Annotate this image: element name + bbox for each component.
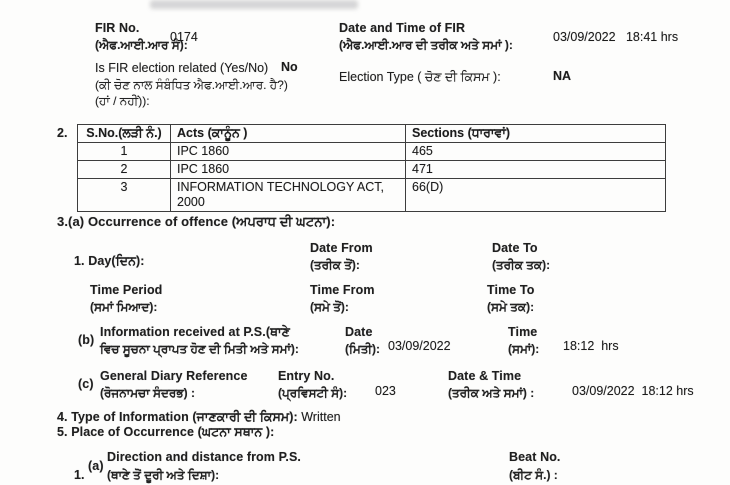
row2-sno: 2 [78, 161, 171, 179]
acts-table-header-row [78, 125, 666, 143]
fir-no-label-en: FIR No. [95, 21, 140, 35]
row3-section: 66(D) [406, 179, 666, 212]
time-from-label-en: Time From [310, 283, 375, 297]
date-to-label-en: Date To [492, 241, 538, 255]
info-received-time-value: 18:12 hrs [563, 339, 619, 353]
date-from-label-pa: (ਤਰੀਕ ਤੋਂ): [310, 258, 360, 272]
fir-no-label-pa: (ਐਫ.ਆਈ.ਆਰ ਸੰ): [95, 38, 188, 52]
date-to-label-pa: (ਤਰੀਕ ਤਕ): [492, 258, 551, 272]
time-to-label-pa: (ਸਮੇ ਤਕ): [487, 300, 535, 314]
acts-sections-table [77, 124, 666, 212]
direction-distance-label-en: Direction and distance from P.S. [107, 450, 301, 464]
election-related-value: No [281, 60, 298, 74]
gd-datetime-label-pa: (ਤਰੀਕ ਅਤੇ ਸਮਾਂ) : [448, 386, 535, 400]
row1-section: 465 [406, 143, 666, 161]
entry-no-label-pa: (ਪ੍ਰਵਿਸਟੀ ਸੰ): [278, 386, 348, 400]
time-period-label-pa: (ਸਮਾਂ ਮਿਆਦ): [90, 300, 158, 314]
direction-item-no: 1. [74, 468, 85, 482]
entry-no-label-en: Entry No. [278, 369, 335, 383]
gd-datetime-value: 03/09/2022 18:12 hrs [572, 384, 694, 398]
election-related-label-en: Is FIR election related (Yes/No) [95, 61, 269, 75]
beat-no-label-pa: (ਬੀਟ ਸੰ.) : [509, 468, 558, 482]
type-of-information-label: 4. Type of Information (ਜਾਣਕਾਰੀ ਦੀ ਕਿਸਮ): [57, 410, 298, 424]
election-type-label: Election Type ( ਚੋਣ ਦੀ ਕਿਸਮ ): [339, 70, 501, 84]
info-received-item: (b) [78, 333, 95, 347]
direction-item-sub: (a) [88, 459, 104, 473]
fir-datetime-label-pa: (ਐਫ.ਆਈ.ਆਰ ਦੀ ਤਰੀਕ ਅਤੇ ਸਮਾਂ ): [339, 38, 513, 52]
info-received-time-label-pa: (ਸਮਾਂ): [508, 342, 540, 356]
acts-table-item-no: 2. [57, 126, 68, 140]
info-received-label-pa: ਵਿਚ ਸੂਚਨਾ ਪ੍ਰਾਪਤ ਹੋਣ ਦੀ ਮਿਤੀ ਅਤੇ ਸਮਾਂ): [100, 342, 299, 356]
row2-act: IPC 1860 [171, 161, 406, 179]
election-related-label-pa2: (ਹਾਂ / ਨਹੀਂ)): [95, 94, 150, 108]
header-sno: S.No.(ਲੜੀ ਨੰ.) [78, 125, 171, 143]
row1-act: IPC 1860 [171, 143, 406, 161]
table-row [78, 161, 666, 179]
date-from-label-en: Date From [310, 241, 373, 255]
row1-sno: 1 [78, 143, 171, 161]
fir-datetime-label-en: Date and Time of FIR [339, 21, 466, 35]
time-period-label-en: Time Period [90, 283, 163, 297]
occurrence-heading: 3.(a) Occurrence of offence (ਅਪਰਾਧ ਦੀ ਘਟਨਾ): [57, 214, 336, 229]
row2-section: 471 [406, 161, 666, 179]
info-received-date-label-en: Date [345, 325, 373, 339]
type-of-information-line [57, 408, 341, 426]
info-received-time-label-en: Time [508, 325, 538, 339]
gd-datetime-label-en: Date & Time [448, 369, 522, 383]
entry-no-value: 023 [375, 384, 396, 398]
election-type-value: NA [553, 69, 572, 83]
fir-no-value: 0174 [170, 30, 198, 44]
time-from-label-pa: (ਸਮੇ ਤੋਂ): [310, 300, 349, 314]
election-related-label-pa1: (ਕੀ ਚੋਣ ਨਾਲ ਸੰਬੰਧਿਤ ਐਫ.ਆਈ.ਆਰ. ਹੈ?) [95, 78, 288, 92]
cropped-heading-artifact [150, 0, 358, 9]
table-row [78, 143, 666, 161]
info-received-date-value: 03/09/2022 [388, 339, 451, 353]
header-sections: Sections (ਧਾਰਾਵਾਂ) [406, 125, 666, 143]
table-row [78, 179, 666, 212]
header-acts: Acts (ਕਾਨੂੰਨ ) [171, 125, 406, 143]
info-received-label-en: Information received at P.S.(ਥਾਣੇ [100, 325, 290, 339]
beat-no-label-en: Beat No. [509, 450, 561, 464]
gd-reference-label-pa: (ਰੋਜਨਾਮਚਾ ਸੰਦਰਭ) : [100, 386, 196, 400]
info-received-date-label-pa: (ਮਿਤੀ): [345, 342, 381, 356]
time-to-label-en: Time To [487, 283, 535, 297]
day-label: 1. Day(ਦਿਨ): [74, 254, 145, 268]
gd-reference-label-en: General Diary Reference [100, 369, 248, 383]
row3-sno: 3 [78, 179, 171, 212]
direction-distance-label-pa: (ਥਾਣੇ ਤੋਂ ਦੂਰੀ ਅਤੇ ਦਿਸ਼ਾ): [107, 468, 220, 482]
gd-reference-item: (c) [78, 377, 94, 391]
fir-datetime-value: 03/09/2022 18:41 hrs [553, 30, 679, 44]
row3-act: INFORMATION TECHNOLOGY ACT, 2000 [171, 179, 406, 212]
place-of-occurrence-heading: 5. Place of Occurrence (ਘਟਨਾ ਸਥਾਨ ): [57, 425, 275, 439]
type-of-information-value: Written [297, 410, 341, 424]
